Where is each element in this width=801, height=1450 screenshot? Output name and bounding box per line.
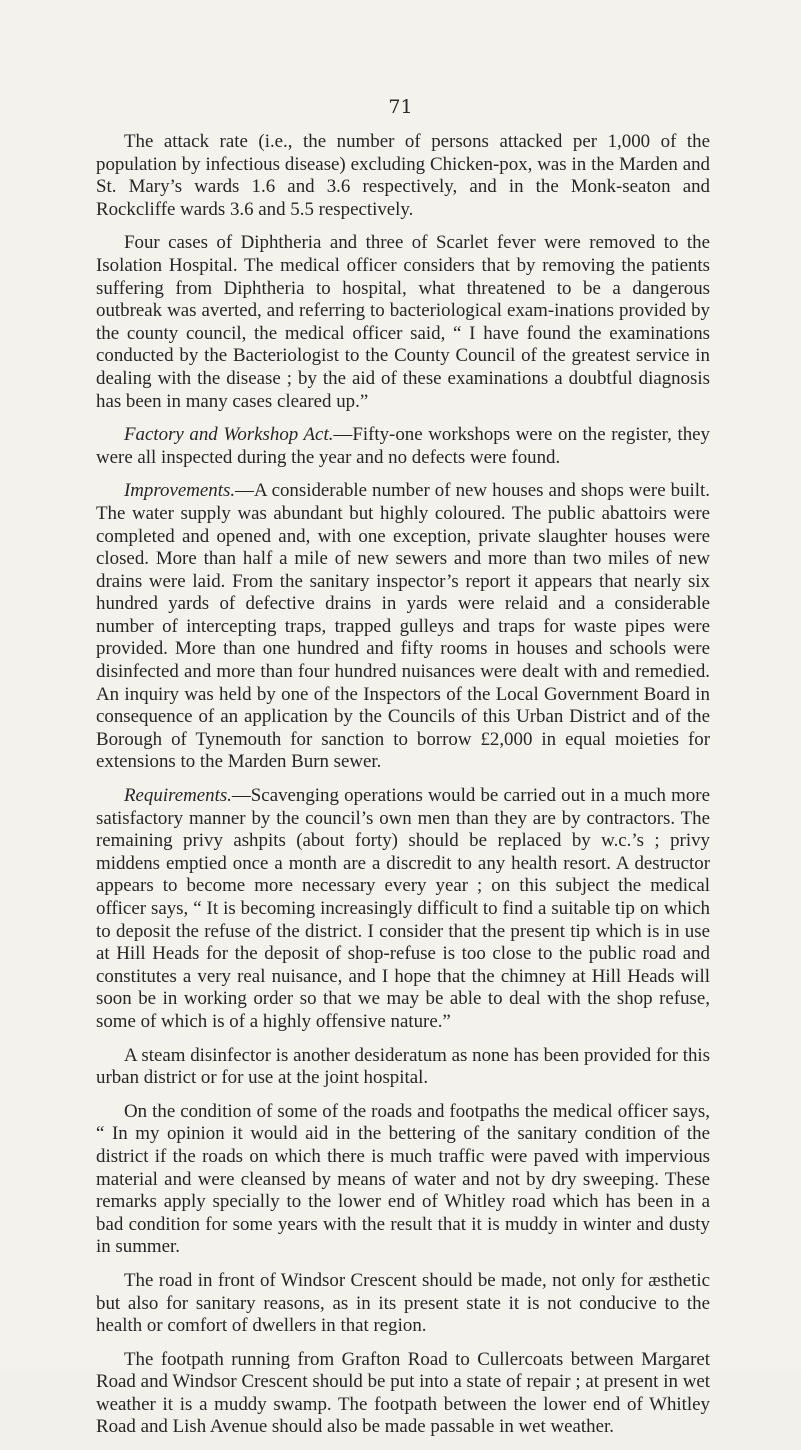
paragraph-disinfector — [96, 1045, 710, 1090]
paragraph-text: The attack rate (i.e., the number of persons attacked per 1,000 of the population by infectious disease) excluding Chicken-pox, was in the Marden and St. Mary’s wards 1.6 and 3.6 respectively, and in the Monk-seaton and Rockcliffe wards 3.6 and 5.5 respectively. — [96, 131, 710, 220]
paragraph-footpath — [96, 1349, 710, 1439]
paragraph-roads — [96, 1101, 710, 1259]
page-number: 71 — [388, 96, 413, 118]
paragraph-requirements — [96, 785, 710, 1034]
paragraph-diphtheria — [96, 232, 710, 413]
paragraph-factory — [96, 424, 710, 469]
section-heading: Factory and Workshop Act. — [124, 424, 334, 446]
body-text — [96, 131, 710, 1450]
paragraph-text: —Scavenging operations would be carried out in a much more satisfactory manner by the council’s own men than they are by contractors. The remaining privy ashpits (about forty) should be replaced by w.c.’s ; privy middens emptied once a month are a discredit to any health resort. A destructor appears to become more necessary every year ; on this subject the medical officer says, “ It is becoming increasingly difficult to find a suitable tip on which to deposit the refuse of the district. I consider that the present tip which is in use at Hill Heads for the deposit of shop-refuse is too close to the public road and constitutes a very real nuisance, and I hope that the chimney at Hill Heads will soon be in working order so that we may be able to deal with the shop refuse, some of which is of a highly offensive nature.” — [96, 785, 710, 1032]
paragraph-text: On the condition of some of the roads and footpaths the medical officer says, “ In my opinion it would aid in the bettering of the sanitary condition of the district if the roads on which there is much traffic were paved with impervious material and were cleansed by means of water and not by dry sweeping. These remarks apply specially to the lower end of Whitley road which has been in a bad condition for some years with the result that it is muddy in winter and dusty in summer. — [96, 1100, 710, 1258]
paragraph-text: —A considerable number of new houses and shops were built. The water supply was abundant but highly coloured. The public abattoirs were completed and opened and, with one exception, private slaughter houses were closed. More than half a mile of new sewers and more than two miles of new drains were laid. From the sanitary inspector’s report it appears that nearly six hundred yards of defective drains in yards were relaid and a considerable number of intercepting traps, trapped gulleys and traps for waste pipes were provided. More than one hundred and fifty rooms in houses and schools were disinfected and more than four hundred nuisances were dealt with and remedied. An inquiry was held by one of the Inspectors of the Local Government Board in consequence of an application by the Councils of this Urban District and of the Borough of Tynemouth for sanction to borrow £2,000 in equal moieties for extensions to the Marden Burn sewer. — [96, 480, 710, 773]
section-heading: Improvements. — [124, 480, 236, 502]
paragraph-attack-rate — [96, 131, 710, 221]
paragraph-text: Four cases of Diphtheria and three of Scarlet fever were removed to the Isolation Hospital. The medical officer considers that by removing the patients suffering from Diphtheria to hospital, what threatened to be a dangerous outbreak was averted, and referring to bacteriological exam-inations provided by the county council, the medical officer said, “ I have found the examinations conducted by the Bacteriologist to the County Council of the greatest service in dealing with the disease ; by the aid of these examinations a doubtful diagnosis has been in many cases cleared up.” — [96, 232, 710, 412]
paragraph-text: The footpath running from Grafton Road to Cullercoats between Margaret Road and Windsor Crescent should be put into a state of repair ; at present in wet weather it is a muddy swamp. The footpath between the lower end of Whitley Road and Lish Avenue should also be made passable in wet weather. — [96, 1348, 710, 1438]
paragraph-text: The road in front of Windsor Crescent should be made, not only for æsthetic but also for sanitary reasons, as in its present state it is not conducive to the health or comfort of dwellers in that region. — [96, 1269, 710, 1337]
paragraph-windsor — [96, 1270, 710, 1338]
paragraph-improvements — [96, 480, 710, 774]
section-heading: Requirements. — [124, 785, 232, 807]
paragraph-text: A steam disinfector is another desideratum as none has been provided for this urban district or for use at the joint hospital. — [96, 1044, 710, 1089]
paragraph-text: —Fifty-one workshops were on the register, they were all inspected during the year and no defects were found. — [96, 424, 710, 468]
